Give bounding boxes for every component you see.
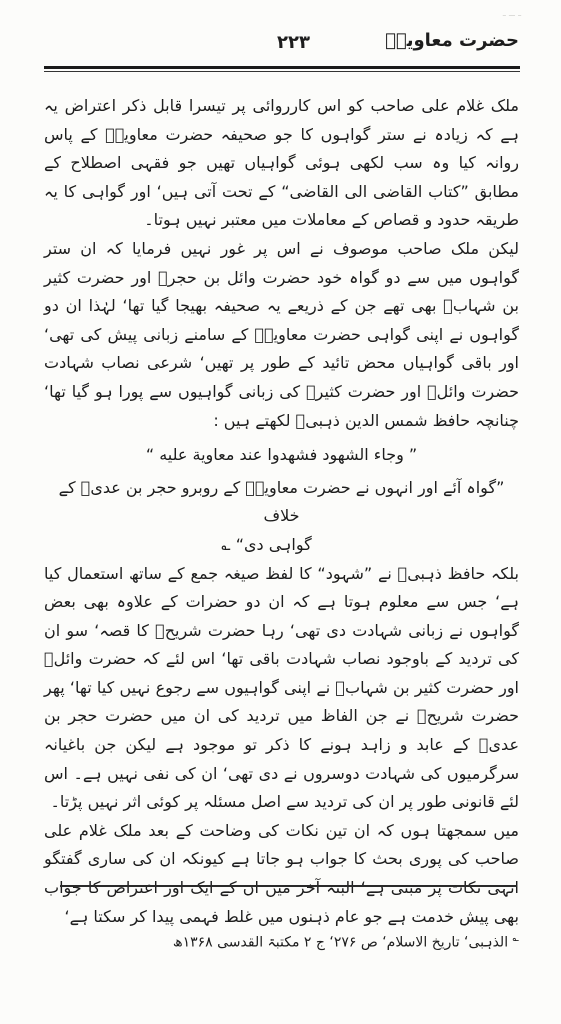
- footnote-rule: [60, 885, 517, 887]
- arabic-quotation: ” وجاء الشهود فشهدوا عند معاوية عليه “: [145, 445, 418, 465]
- page-header: [44, 26, 519, 60]
- paragraph-1: ملک غلام علی صاحب کو اس کارروائی پر تیسرا قابل ذکر اعتراض یہ ہے کہ زیادہ نے ستر گواہوں کا جو صحیفہ حضرت معاویہؓ کے پاس روانہ کیا وہ سب لکھی ہوئی گواہیاں تھیں جو فقہی اصطلاح کے مطابق ”کتاب القاضی الی القاضی“ کے تحت آتی ہیں‘ اور گواہی کا یہ طریقہ حدود و قصاص کے معاملات میں معتبر نہیں ہوتا۔: [44, 96, 519, 230]
- footnote-mark: ؎: [512, 931, 519, 944]
- running-head: حضرت معاویہؓ: [385, 30, 519, 51]
- page-number: ۲۲۳: [277, 32, 310, 53]
- footnote: [49, 928, 519, 953]
- footnote-text: الذہبی‘ تاریخ الاسلام‘ ص ۲۷۶‘ ج ۲ مکتبۃ القدسی ۱۳۶۸ھ: [172, 934, 509, 951]
- paragraph-2: لیکن ملک صاحب موصوف نے اس پر غور نہیں فرمایا کہ ان ستر گواہوں میں سے دو گواہ خود حضرت وائل بن حجرؓ اور حضرت کثیر بن شہابؓ بھی تھے جن کے ذریعے یہ صحیفہ بھیجا گیا تھا‘ لہٰذا ان دو گواہوں نے اپنی گواہی حضرت معاویہؓ کے سامنے زبانی پیش کی تھی‘ اور باقی گواہیاں محض تائید کے طور پر تھیں‘ شرعی نصاب شہادت حضرت وائلؓ اور حضرت کثیرؓ کی زبانی گواہیوں سے پورا ہو گیا تھا‘ چنانچہ حافظ شمس الدین ذہبیؒ لکھتے ہیں :: [44, 238, 519, 430]
- header-rule-thick: [44, 66, 520, 69]
- paragraph-3: بلکہ حافظ ذہبیؒ نے ”شہود“ کا لفظ صیغہ جمع کے ساتھ استعمال کیا ہے‘ جس سے معلوم ہوتا ہے کہ ان دو حضرات کے علاوہ بھی بعض گواہوں نے زبانی شہادت دی تھی‘ رہا حضرت شریحؒ کا قصہ‘ سو ان کی تردید کے باوجود نصاب شہادت باقی تھا‘ اس لئے کہ حضرت وائلؓ اور حضرت کثیر بن شہابؓ نے اپنی گواہیوں سے رجوع نہیں کیا تھا‘ پھر حضرت شریحؒ نے جن الفاظ میں تردید کی ان میں حضرت حجر بن عدیؓ کے عابد و زاہد ہونے کا ذکر تو موجود ہے لیکن جن باغیانہ سرگرمیوں کی شہادت دوسروں نے دی تھی‘ ان کی نفی نہیں ہے۔ اس لئے قانونی طور پر ان کی تردید سے اصل مسئلہ پر کوئی اثر نہیں پڑتا۔: [44, 563, 520, 812]
- main-text: [44, 92, 519, 931]
- paragraph-4: میں سمجھتا ہوں کہ ان تین نکات کی وضاحت کے بعد ملک غلام علی صاحب کی پوری بحث کا جواب ہو جاتا ہے کیونکہ ان کی ساری گفتگو انہی نکات پر مبنی ہے‘ البتہ آخر میں ان کے ایک اور اعتراض کا جواب بھی پیش خدمت ہے جو عام ذہنوں میں غلط فہمی پیدا کر سکتا ہے‘: [44, 820, 519, 926]
- quotation-translation-line-2: گواہی دی“ ؎: [221, 534, 312, 554]
- header-rule-thin: [44, 71, 520, 72]
- quotation-translation-line-1: ”گواہ آئے اور انہوں نے حضرت معاویہؓ کے روبرو حجر بن عدیؓ کے خلاف: [58, 477, 505, 526]
- bleed-through-smudge: ـ ــ ـ: [502, 8, 521, 19]
